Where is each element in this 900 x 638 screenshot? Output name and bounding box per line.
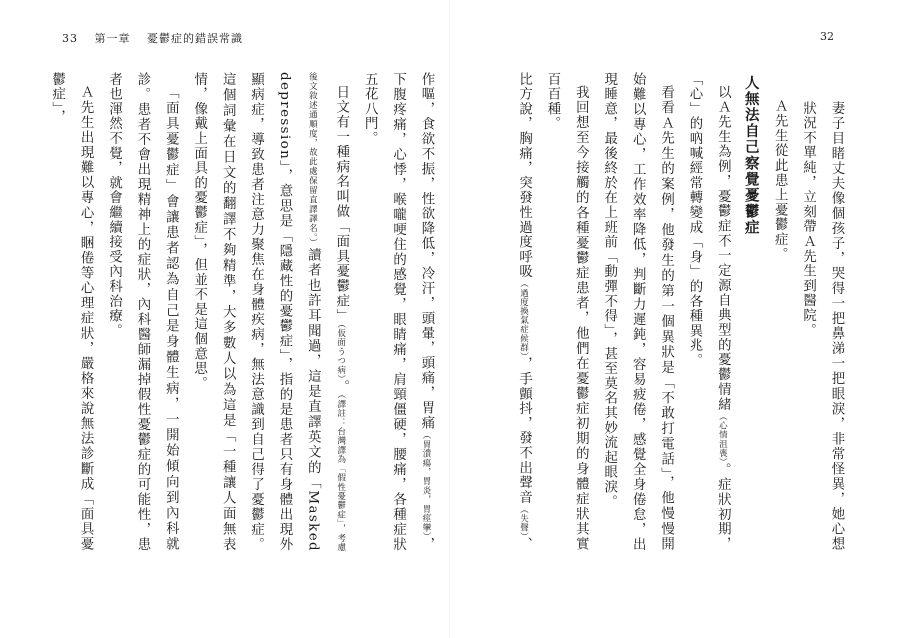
- left-page: [49, 72, 440, 553]
- inline-note: （心情沮喪）: [717, 412, 728, 463]
- text-run: 作嘔，食欲不振，性欲降低，冷汗，頭暈，頭痛，胃痛: [419, 72, 434, 431]
- right-page: [470, 72, 850, 552]
- book-gutter: [449, 0, 450, 638]
- body-paragraph: 我回想至今接觸的各種憂鬱症患者，他們在憂鬱症初期的身體症狀其實百百種。: [544, 72, 589, 552]
- text-run: ，手顫抖，發不出聲音: [516, 356, 532, 505]
- body-paragraph: [680, 72, 737, 552]
- left-page-text: [49, 72, 440, 553]
- inline-note: （胃潰瘍，胃炎，胃痙攣）: [421, 430, 431, 538]
- right-page-text: [470, 72, 850, 552]
- text-run: ，下腹疼痛，心悸，喉嚨哽住的感覺，眼睛痛，肩頸僵硬，腰痛，各種症狀五花八門。: [362, 72, 434, 553]
- text-run: 比方說，胸痛，突發性過度呼吸: [516, 72, 532, 280]
- text-run: 。症狀初期，「心」的吶喊經常轉變成「身」的各種異兆。: [686, 72, 731, 552]
- inline-note: （失聲）: [518, 504, 529, 538]
- left-page-number: 33: [62, 32, 78, 45]
- text-run: 讀者也許耳聞過，這是直譯英文的「Masked depression」，意思是「隱藏性的憂鬱症」，指的是患者只有身體出現外顯病症，導致患者注意力聚焦在身體疾病，無法意識到自己得了憂鬱症。這個詞彙在日文的翻譯不夠精準，大多數人以為這是「一種讓人面無表情，像戴上面具的憂鬱症」，但並不是這個意思。: [191, 72, 321, 552]
- text-run: 、: [516, 537, 532, 552]
- section-heading: 人無法自己察覺憂鬱症: [742, 74, 759, 236]
- story-conclusion: Ａ先生從此患上憂鬱症。: [772, 98, 788, 262]
- text-run: 以Ａ先生為例，憂鬱症不一定源自典型的憂鬱情緒: [715, 85, 731, 413]
- chapter-title: 憂鬱症的錯誤常識: [147, 32, 243, 45]
- chapter-label: 第一章: [94, 32, 131, 45]
- text-run: 。: [333, 379, 349, 395]
- running-head: [62, 30, 255, 46]
- body-paragraph: 「面具憂鬱症」會讓患者認為自己是身體生病，一開始傾向到內科就診。患者不會出現精神上的症狀，內科醫師漏掉假性憂鬱症的可能性，患者也渾然不覺，就會繼續接受內科治療。: [106, 72, 179, 552]
- inline-note: （過度換氣症候群）: [518, 279, 529, 357]
- translator-note: （譯註：台灣譯為「假性憂鬱症」，考慮後文敘述通順度，故此處保留直譯譯名。）: [307, 72, 346, 552]
- inline-note: （仮面うつ病）: [335, 323, 346, 380]
- right-page-number: 32: [820, 30, 834, 43]
- story-paragraph: 妻子目睹丈夫像個孩子，哭得一把鼻涕一把眼淚，非常怪異，她心想狀況不單純，立刻帶Ａ先生到醫院。: [800, 101, 844, 552]
- body-paragraph: [509, 72, 537, 552]
- body-paragraph: Ａ先生出現難以專心，睏倦等心理症狀，嚴格來說無法診斷成「面具憂鬱症」，: [49, 72, 94, 552]
- body-paragraph: [184, 72, 354, 552]
- body-paragraph: [355, 72, 440, 552]
- body-paragraph: 看看Ａ先生的案例，他發生的第一個異狀是「不敢打電話」，他慢慢開始難以專心，工作效率降低，判斷力遲鈍，容易疲倦，感覺全身倦怠，出現睡意，最後終於在上班前「動彈不得」，甚至莫名其妙流起眼淚。: [601, 72, 674, 552]
- text-run: 日文有一種病名叫做「面具憂鬱症」: [333, 85, 349, 324]
